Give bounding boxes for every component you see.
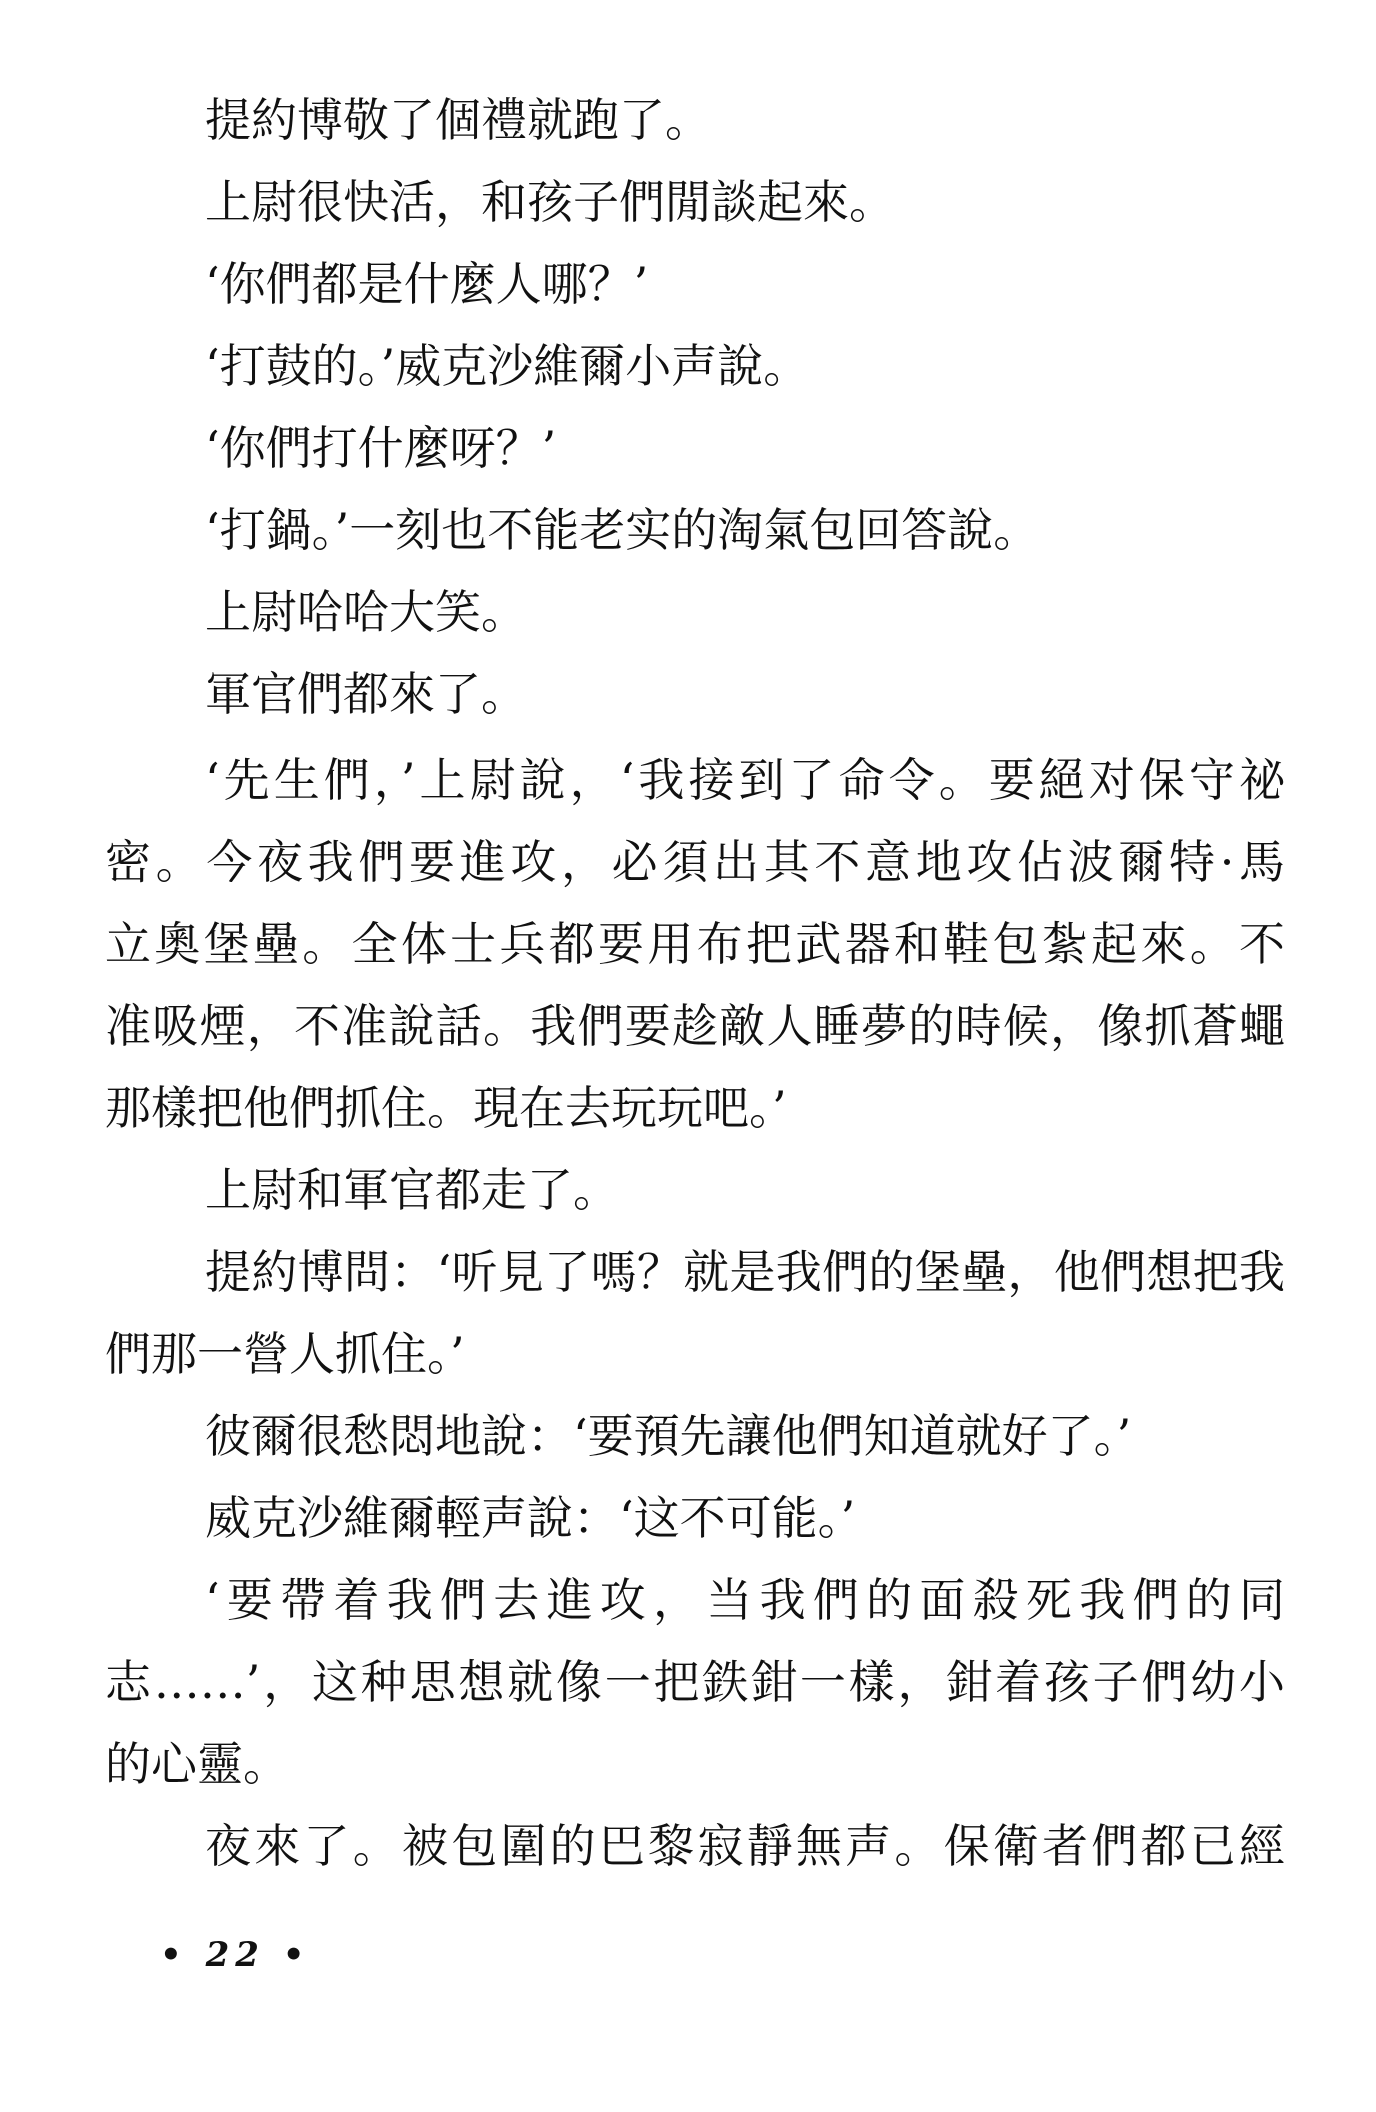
text-line-1: 提約博敬了個禮就跑了。 <box>205 93 711 147</box>
text-line-11: 立奧堡壘。全体士兵都要用布把武器和鞋包紮起來。不 <box>105 917 1285 971</box>
text-line-7: 上尉哈哈大笑。 <box>205 585 527 639</box>
text-line-21: 的心靈。 <box>105 1737 289 1791</box>
text-line-2: 上尉很快活，和孩子們閒談起來。 <box>205 175 895 229</box>
text-line-19: ‘要帶着我們去進攻，当我們的面殺死我們的同 <box>205 1573 1285 1627</box>
text-line-12: 准吸煙，不准說話。我們要趁敵人睡夢的時候，像抓蒼蠅 <box>105 999 1285 1053</box>
text-line-22: 夜來了。被包圍的巴黎寂靜無声。保衛者們都已經 <box>205 1819 1285 1873</box>
text-line-6: ‘打鍋。’一刻也不能老实的淘氣包回答說。 <box>205 503 1040 557</box>
text-line-18: 威克沙維爾輕声說：‘这不可能。’ <box>205 1491 856 1545</box>
text-line-3: ‘你們都是什麼人哪？’ <box>205 257 649 311</box>
text-line-10: 密。今夜我們要進攻，必須出其不意地攻佔波爾特·馬 <box>105 835 1285 889</box>
text-line-13: 那樣把他們抓住。現在去玩玩吧。’ <box>105 1081 787 1135</box>
text-line-20: 志……’，这种思想就像一把鉄鉗一樣，鉗着孩子們幼小 <box>105 1655 1285 1709</box>
text-line-4: ‘打鼓的。’威克沙維爾小声說。 <box>205 339 810 393</box>
text-line-5: ‘你們打什麼呀？’ <box>205 421 557 475</box>
text-line-8: 軍官們都來了。 <box>205 667 527 721</box>
text-line-14: 上尉和軍官都走了。 <box>205 1163 619 1217</box>
text-line-15: 提約博問：‘听見了嗎？就是我們的堡壘，他們想把我 <box>205 1245 1285 1299</box>
text-line-9: ‘先生們，’上尉說，‘我接到了命令。要絕对保守祕 <box>205 753 1285 807</box>
page-number: • 22 • <box>160 1935 311 1975</box>
text-line-17: 彼爾很愁悶地說：‘要預先讓他們知道就好了。’ <box>205 1409 1132 1463</box>
text-line-16: 們那一營人抓住。’ <box>105 1327 465 1381</box>
